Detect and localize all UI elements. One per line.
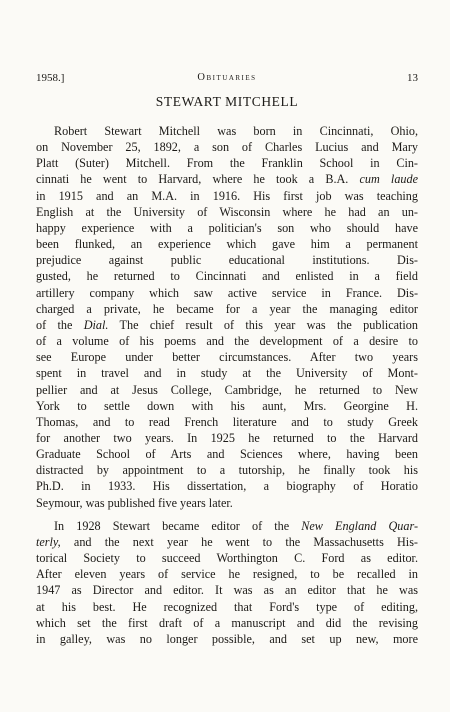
- text-line: see Europe under better circumstances. After two years: [36, 350, 418, 365]
- text-line: [36, 171, 418, 187]
- paragraph-1: [36, 123, 418, 511]
- text-line: of a volume of his poems and the development of a desire to: [36, 334, 418, 349]
- text-line: charged a private, he became for a year the managing editor: [36, 301, 418, 316]
- text-line: Thomas, and to read French literature and to study Greek: [36, 414, 418, 429]
- text-line: for another two years. In 1925 he returned to the Harvard: [36, 430, 418, 445]
- text-line: Seymour, was published five years later.: [36, 495, 233, 510]
- text-line: Robert Stewart Mitchell was born in Cincinnati, Ohio,: [54, 124, 418, 138]
- text-line: torical Society to succeed Worthington C. Ford as editor.: [36, 551, 418, 566]
- text-line: gusted, he returned to Cincinnati and enlisted in a field: [36, 269, 418, 284]
- text-fragment: In 1928 Stewart became editor of the: [54, 518, 290, 533]
- running-head-year: 1958.]: [36, 72, 65, 84]
- text-line: English at the University of Wisconsin where he had an un-: [36, 204, 418, 219]
- text-fragment: The chief result of this year was the publication: [108, 317, 418, 332]
- page-number: 13: [407, 72, 418, 84]
- running-head-section: Obituaries: [197, 72, 257, 83]
- text-line: in galley, was no longer possible, and set up new, more: [36, 631, 418, 646]
- text-line: artillery company which saw active service in France. Dis-: [36, 285, 418, 300]
- text-line: prejudice against public educational institutions. Dis-: [36, 253, 418, 268]
- text-line: Platt (Suter) Mitchell. From the Franklin School in Cin-: [36, 156, 418, 171]
- text-line: spent in travel and in study at the University of Mont-: [36, 366, 418, 381]
- article-title: STEWART MITCHELL: [155, 94, 299, 109]
- text-line: which set the first draft of a manuscript and did the revising: [36, 615, 418, 630]
- text-line: [36, 518, 418, 534]
- italic-phrase: terly,: [36, 534, 61, 549]
- text-line: [36, 534, 418, 550]
- text-line: been flunked, an experience which gave him a permanent: [36, 237, 418, 252]
- italic-phrase: cum laude: [359, 172, 419, 187]
- running-head: [36, 70, 418, 86]
- article-body: [36, 123, 418, 647]
- text-fragment: and the next year he went to the Massachusetts His-: [60, 534, 418, 549]
- text-fragment: of the: [36, 317, 73, 332]
- italic-phrase: New England Quar-: [301, 518, 419, 533]
- text-line: happy experience with a politician's son who should have: [36, 220, 418, 235]
- text-line: at his best. He recognized that Ford's type of editing,: [36, 599, 418, 614]
- text-fragment: cinnati he went to Harvard, where he took a B.A.: [36, 172, 349, 187]
- text-line: pellier and at Jesus College, Cambridge, he returned to New: [36, 382, 418, 397]
- text-line: 1947 as Director and editor. It was as an editor that he was: [36, 583, 418, 598]
- paragraph-2: [36, 518, 418, 647]
- text-line: distracted by appointment to a tutorship, he finally took his: [36, 463, 418, 478]
- italic-phrase: Dial.: [83, 317, 109, 332]
- text-line: Ph.D. in 1933. His dissertation, a biography of Horatio: [36, 479, 418, 494]
- text-line: on November 25, 1892, a son of Charles Lucius and Mary: [36, 140, 418, 155]
- text-line: York to settle down with his aunt, Mrs. Georgine H.: [36, 398, 418, 413]
- text-line: [36, 317, 418, 333]
- text-line: in 1915 and an M.A. in 1916. His first job was teaching: [36, 188, 418, 203]
- text-line: Graduate School of Arts and Sciences where, having been: [36, 447, 418, 462]
- text-line: After eleven years of service he resigned, to be recalled in: [36, 567, 418, 582]
